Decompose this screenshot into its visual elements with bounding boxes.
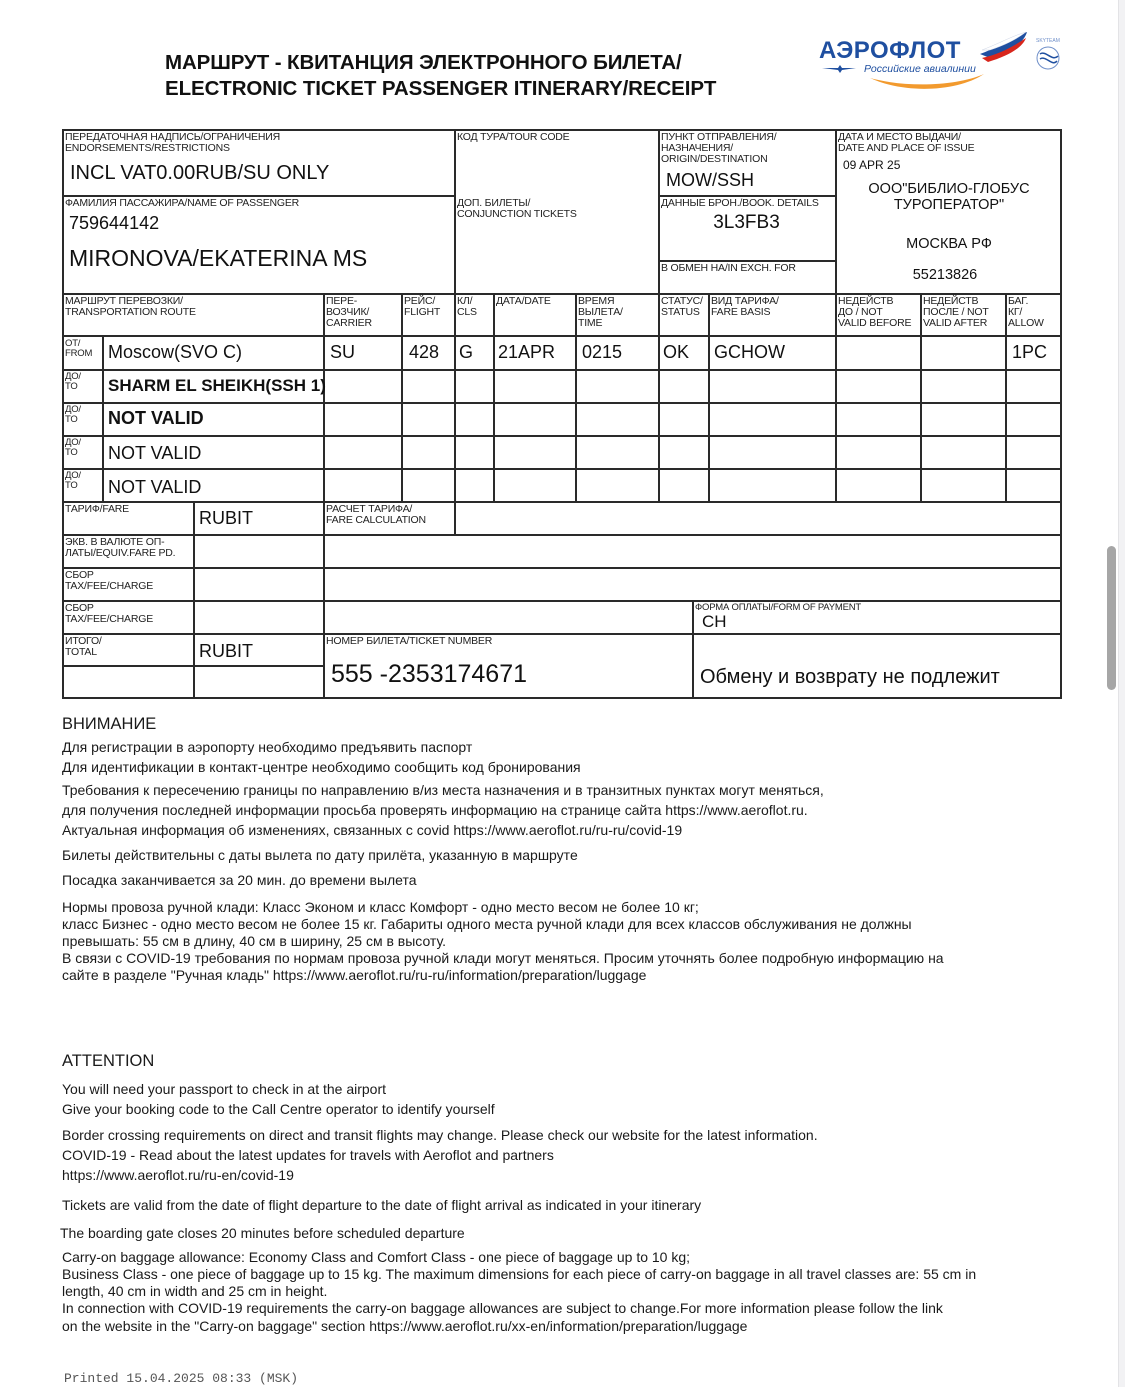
document-title <box>165 50 716 102</box>
total-value: RUBIT <box>199 641 253 661</box>
notice-en-heading: ATTENTION <box>62 1052 155 1070</box>
passenger-id: 759644142 <box>69 213 160 233</box>
segment-baggage: 1PC <box>1012 342 1048 362</box>
printed-timestamp: Printed 15.04.2025 08:33 (MSK) <box>64 1371 299 1386</box>
segment-carrier: SU <box>330 342 356 362</box>
scrollbar-track[interactable] <box>1118 0 1125 1387</box>
non-refundable-note: Обмену и возврату не подлежит <box>700 666 1000 688</box>
endorsements-value: INCL VAT0.00RUB/SU ONLY <box>70 162 330 184</box>
payment-value: CH <box>702 612 727 631</box>
booking-code: 3L3FB3 <box>713 212 780 233</box>
svg-text:АЭРОФЛОТ: АЭРОФЛОТ <box>819 37 961 64</box>
segment-flight: 428 <box>409 342 440 362</box>
issue-date: 09 APR 25 <box>843 158 901 172</box>
segment-status: OK <box>663 342 690 362</box>
title-ru: МАРШРУТ - КВИТАНЦИЯ ЭЛЕКТРОННОГО БИЛЕТА/ <box>165 51 682 74</box>
ticket-number: 555 -2353174671 <box>331 660 528 688</box>
svg-text:Российские авиалинии: Российские авиалинии <box>864 63 976 75</box>
passenger-name: MIRONOVA/EKATERINA MS <box>69 245 368 271</box>
aeroflot-logo <box>812 28 1072 98</box>
segment-point: Moscow(SVO C) <box>108 342 243 362</box>
issuing-agency: ООО"БИБЛИО-ГЛОБУС ТУРОПЕРАТОР" <box>868 181 1030 213</box>
segment-class: G <box>459 342 474 362</box>
segment-point: NOT VALID <box>108 443 202 463</box>
notice-ru-heading: ВНИМАНИЕ <box>62 715 157 733</box>
origin-destination-value: MOW/SSH <box>666 170 754 190</box>
aeroflot-logo-icon <box>812 28 1072 98</box>
agent-code: 55213826 <box>912 267 978 283</box>
svg-text:SKYTEAM: SKYTEAM <box>1036 38 1060 44</box>
segment-point: SHARM EL SHEIKH(SSH 1) <box>108 376 326 395</box>
scrollbar-thumb[interactable] <box>1107 546 1116 690</box>
title-en: ELECTRONIC TICKET PASSENGER ITINERARY/RECEIPT <box>165 77 717 100</box>
fare-value: RUBIT <box>199 508 253 528</box>
issue-city: МОСКВА РФ <box>906 236 992 252</box>
segment-point: NOT VALID <box>108 477 202 497</box>
segment-date: 21APR <box>498 342 556 362</box>
segment-fare-basis: GCHOW <box>714 342 785 362</box>
segment-time: 0215 <box>582 342 623 362</box>
segment-point: NOT VALID <box>108 408 204 428</box>
